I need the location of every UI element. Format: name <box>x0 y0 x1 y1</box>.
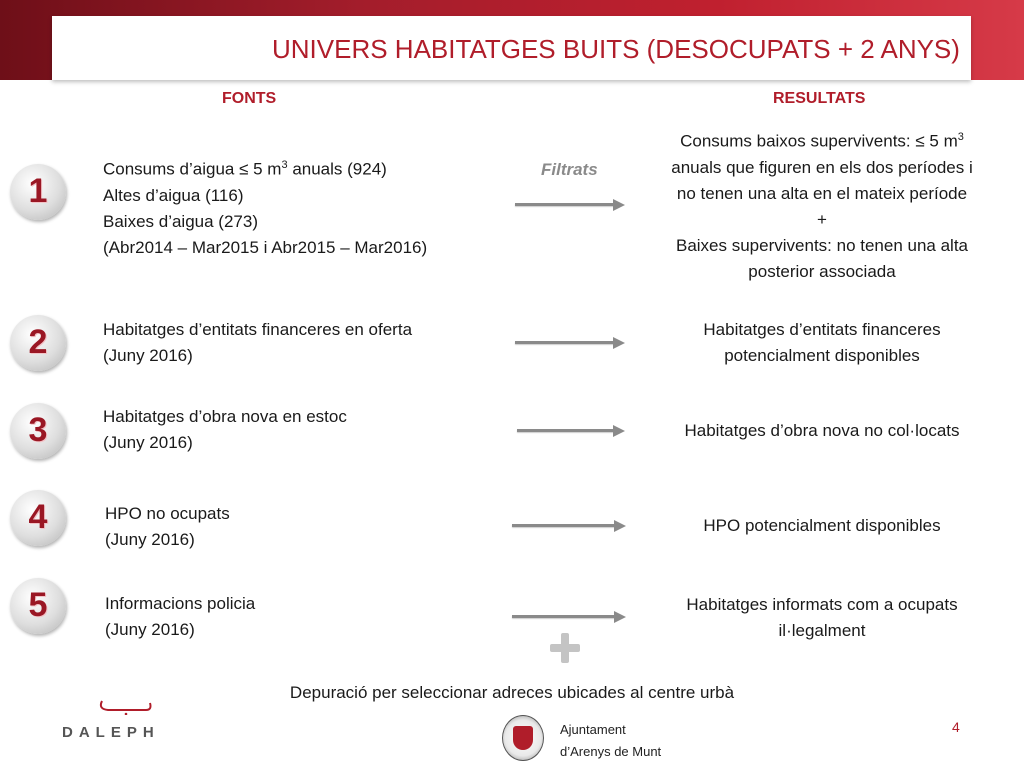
result-text-1 <box>622 124 1022 285</box>
right-arrow-icon <box>515 198 625 212</box>
source-line: (Abr2014 – Mar2015 i Abr2015 – Mar2016) <box>103 237 428 257</box>
result-line: Baixes supervivents: no tenen una alta <box>675 235 969 255</box>
slide-title: UNIVERS HABITATGES BUITS (DESOCUPATS + 2 ANYS) <box>272 34 960 64</box>
source-line: Informacions policia <box>105 594 256 613</box>
source-line: Habitatges d’obra nova en estoc <box>103 407 347 426</box>
source-text-4 <box>105 501 230 553</box>
superscript: 3 <box>281 159 288 171</box>
result-line: il·legalment <box>778 621 866 640</box>
result-text-5 <box>622 592 1022 644</box>
source-line: HPO no ocupats <box>105 504 230 523</box>
result-line: posterior associada <box>748 261 896 281</box>
source-line: (Juny 2016) <box>105 620 195 639</box>
result-text-3 <box>622 418 1022 444</box>
institution-name <box>560 719 661 763</box>
source-line: Altes d’aigua (116) <box>103 185 244 205</box>
source-line: (Juny 2016) <box>103 346 193 365</box>
plus-icon <box>550 633 580 663</box>
source-line: (Juny 2016) <box>103 433 193 452</box>
right-arrow-icon <box>512 519 626 533</box>
institution-line-1: Ajuntament <box>560 722 626 737</box>
daleph-logo: DALEPH <box>62 724 160 741</box>
result-line: Consums baixos supervivents: ≤ 5 m <box>680 131 958 151</box>
result-line: Habitatges d’obra nova no col·locats <box>684 421 960 440</box>
step-badge-4 <box>10 490 66 546</box>
source-line: Habitatges d’entitats financeres en oferta <box>103 320 413 339</box>
source-line: Baixes d’aigua (273) <box>103 211 258 231</box>
filter-label: Filtrats <box>541 160 598 179</box>
step-badge-5 <box>10 578 66 634</box>
step-number: 2 <box>28 323 48 361</box>
page-number: 4 <box>952 719 960 735</box>
source-text-1 <box>103 152 427 261</box>
step-badge-3 <box>10 403 66 459</box>
step-number: 3 <box>28 411 48 449</box>
source-text-5 <box>105 591 255 643</box>
sources-header: FONTS <box>222 90 277 107</box>
result-line: Habitatges d’entitats financeres <box>703 320 941 339</box>
result-text-4 <box>622 513 1022 539</box>
source-line: anuals (924) <box>287 159 387 179</box>
source-text-3 <box>103 404 347 456</box>
result-line: + <box>817 209 827 229</box>
source-text-2 <box>103 317 412 369</box>
results-header: RESULTATS <box>773 90 866 107</box>
step-number: 4 <box>28 498 48 536</box>
step-badge-1 <box>10 164 66 220</box>
right-arrow-icon <box>517 424 625 438</box>
daleph-logo-mark-icon <box>96 697 156 715</box>
result-line: potencialment disponibles <box>724 346 920 365</box>
footer-note: Depuració per seleccionar adreces ubicades al centre urbà <box>289 683 735 702</box>
institution-line-2: d’Arenys de Munt <box>560 744 662 759</box>
source-line: Consums d’aigua ≤ 5 m <box>103 159 282 179</box>
municipal-seal-icon <box>502 715 544 761</box>
step-number: 5 <box>28 586 48 624</box>
result-text-2 <box>622 317 1022 369</box>
result-line: no tenen una alta en el mateix període <box>676 183 968 203</box>
result-line: anuals que figuren en els dos períodes i <box>671 157 973 177</box>
result-line: HPO potencialment disponibles <box>703 516 941 535</box>
superscript: 3 <box>957 131 964 143</box>
result-line: Habitatges informats com a ocupats <box>686 595 958 614</box>
right-arrow-icon <box>515 336 625 350</box>
source-line: (Juny 2016) <box>105 530 195 549</box>
step-number: 1 <box>28 172 48 210</box>
step-badge-2 <box>10 315 66 371</box>
right-arrow-icon <box>512 610 626 624</box>
